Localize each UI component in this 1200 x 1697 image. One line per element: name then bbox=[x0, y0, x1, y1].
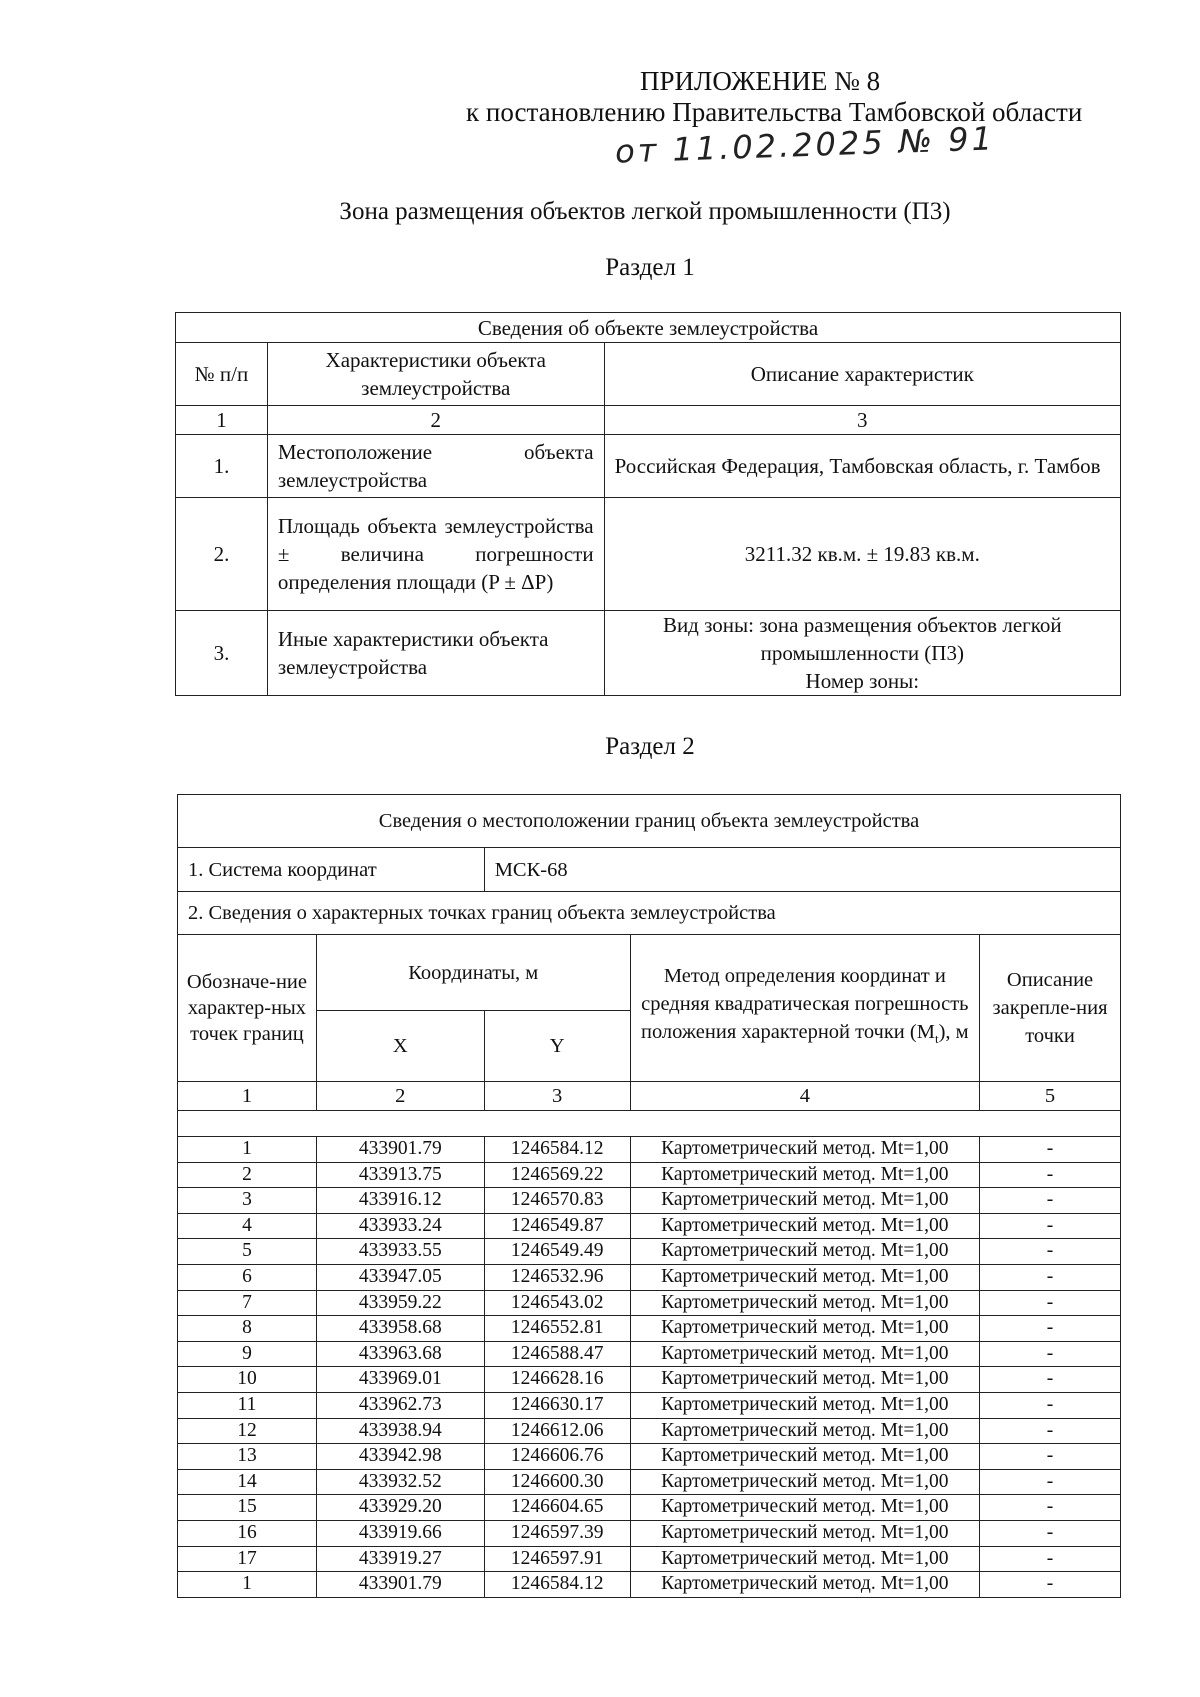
point-method: Картометрический метод. Mt=1,00 bbox=[630, 1316, 980, 1342]
col-header-description: Описание характеристик bbox=[604, 343, 1120, 406]
point-y: 1246549.87 bbox=[484, 1213, 630, 1239]
header-point: Обозначе-ние характер-ных точек границ bbox=[178, 935, 317, 1082]
col-number: 3 bbox=[484, 1082, 630, 1111]
point-x: 433929.20 bbox=[316, 1495, 484, 1521]
row-num: 1. bbox=[176, 435, 268, 498]
table-row bbox=[178, 1239, 1121, 1265]
land-object-info-table bbox=[175, 312, 1121, 696]
point-number: 15 bbox=[178, 1495, 317, 1521]
point-method: Картометрический метод. Mt=1,00 bbox=[630, 1213, 980, 1239]
point-y: 1246549.49 bbox=[484, 1239, 630, 1265]
point-fixation: - bbox=[980, 1188, 1121, 1214]
point-method: Картометрический метод. Mt=1,00 bbox=[630, 1444, 980, 1470]
point-y: 1246584.12 bbox=[484, 1137, 630, 1163]
point-fixation: - bbox=[980, 1469, 1121, 1495]
point-method: Картометрический метод. Mt=1,00 bbox=[630, 1392, 980, 1418]
point-fixation: - bbox=[980, 1290, 1121, 1316]
appendix-subtitle: к постановлению Правительства Тамбовской области bbox=[466, 97, 1083, 127]
point-number: 6 bbox=[178, 1264, 317, 1290]
point-y: 1246600.30 bbox=[484, 1469, 630, 1495]
point-y: 1246628.16 bbox=[484, 1367, 630, 1393]
table-row bbox=[176, 435, 1121, 498]
col-header-num: № п/п bbox=[176, 343, 268, 406]
table-title: Сведения о местоположении границ объекта землеустройства bbox=[178, 795, 1121, 848]
point-x: 433919.27 bbox=[316, 1546, 484, 1572]
point-method: Картометрический метод. Mt=1,00 bbox=[630, 1137, 980, 1163]
point-x: 433919.66 bbox=[316, 1520, 484, 1546]
table-row bbox=[178, 1495, 1121, 1521]
point-number: 14 bbox=[178, 1469, 317, 1495]
table-row bbox=[178, 1469, 1121, 1495]
point-x: 433932.52 bbox=[316, 1469, 484, 1495]
point-method: Картометрический метод. Mt=1,00 bbox=[630, 1495, 980, 1521]
point-fixation: - bbox=[980, 1495, 1121, 1521]
point-method: Картометрический метод. Mt=1,00 bbox=[630, 1546, 980, 1572]
coord-system-label: 1. Система координат bbox=[178, 848, 485, 892]
row-description: Российская Федерация, Тамбовская область, г. Тамбов bbox=[604, 435, 1120, 498]
point-method: Картометрический метод. Mt=1,00 bbox=[630, 1162, 980, 1188]
point-number: 9 bbox=[178, 1341, 317, 1367]
point-x: 433916.12 bbox=[316, 1188, 484, 1214]
point-fixation: - bbox=[980, 1392, 1121, 1418]
table-row bbox=[178, 1162, 1121, 1188]
point-fixation: - bbox=[980, 1367, 1121, 1393]
point-y: 1246570.83 bbox=[484, 1188, 630, 1214]
point-number: 8 bbox=[178, 1316, 317, 1342]
table-row bbox=[178, 1290, 1121, 1316]
point-x: 433913.75 bbox=[316, 1162, 484, 1188]
point-y: 1246569.22 bbox=[484, 1162, 630, 1188]
row-num: 3. bbox=[176, 611, 268, 696]
point-fixation: - bbox=[980, 1546, 1121, 1572]
header-x: X bbox=[316, 1011, 484, 1082]
header-coords: Координаты, м bbox=[316, 935, 630, 1011]
table-row bbox=[178, 1367, 1121, 1393]
point-number: 12 bbox=[178, 1418, 317, 1444]
col-number: 4 bbox=[630, 1082, 980, 1111]
table-row bbox=[178, 1341, 1121, 1367]
point-y: 1246597.39 bbox=[484, 1520, 630, 1546]
point-number: 7 bbox=[178, 1290, 317, 1316]
row-num: 2. bbox=[176, 498, 268, 611]
point-number: 4 bbox=[178, 1213, 317, 1239]
point-method: Картометрический метод. Mt=1,00 bbox=[630, 1290, 980, 1316]
col-header-characteristics: Характеристики объекта землеустройства bbox=[267, 343, 604, 406]
document-title: Зона размещения объектов легкой промышленности (П3) bbox=[339, 198, 951, 225]
table-row bbox=[178, 1546, 1121, 1572]
point-fixation: - bbox=[980, 1316, 1121, 1342]
point-number: 13 bbox=[178, 1444, 317, 1470]
point-fixation: - bbox=[980, 1264, 1121, 1290]
point-method: Картометрический метод. Mt=1,00 bbox=[630, 1341, 980, 1367]
zone-number: Номер зоны: bbox=[805, 669, 920, 693]
point-number: 3 bbox=[178, 1188, 317, 1214]
table-row bbox=[178, 1392, 1121, 1418]
point-x: 433963.68 bbox=[316, 1341, 484, 1367]
points-title: 2. Сведения о характерных точках границ объекта землеустройства bbox=[178, 892, 1121, 935]
table-row bbox=[176, 611, 1121, 696]
empty-row bbox=[178, 1111, 1121, 1137]
table-row bbox=[178, 1264, 1121, 1290]
point-fixation: - bbox=[980, 1572, 1121, 1598]
point-method: Картометрический метод. Mt=1,00 bbox=[630, 1418, 980, 1444]
col-number: 2 bbox=[316, 1082, 484, 1111]
point-fixation: - bbox=[980, 1239, 1121, 1265]
point-fixation: - bbox=[980, 1213, 1121, 1239]
col-number: 1 bbox=[176, 406, 268, 435]
section2-heading: Раздел 2 bbox=[605, 733, 695, 760]
point-y: 1246612.06 bbox=[484, 1418, 630, 1444]
point-number: 10 bbox=[178, 1367, 317, 1393]
table-row bbox=[178, 1572, 1121, 1598]
point-fixation: - bbox=[980, 1137, 1121, 1163]
header-y: Y bbox=[484, 1011, 630, 1082]
col-number: 2 bbox=[267, 406, 604, 435]
appendix-title: ПРИЛОЖЕНИЕ № 8 bbox=[640, 66, 881, 96]
point-x: 433933.55 bbox=[316, 1239, 484, 1265]
point-x: 433938.94 bbox=[316, 1418, 484, 1444]
point-number: 1 bbox=[178, 1137, 317, 1163]
point-method: Картометрический метод. Mt=1,00 bbox=[630, 1469, 980, 1495]
point-x: 433901.79 bbox=[316, 1137, 484, 1163]
handwritten-date-number: от 11.02.2025 № 91 bbox=[614, 119, 996, 171]
table-row bbox=[176, 498, 1121, 611]
point-number: 1 bbox=[178, 1572, 317, 1598]
point-method: Картометрический метод. Mt=1,00 bbox=[630, 1188, 980, 1214]
point-method: Картометрический метод. Mt=1,00 bbox=[630, 1367, 980, 1393]
point-y: 1246606.76 bbox=[484, 1444, 630, 1470]
point-x: 433969.01 bbox=[316, 1367, 484, 1393]
table-row bbox=[178, 1137, 1121, 1163]
header-fixation: Описание закрепле-ния точки bbox=[980, 935, 1121, 1082]
col-number: 5 bbox=[980, 1082, 1121, 1111]
coord-system-value: МСК-68 bbox=[484, 848, 1120, 892]
row-characteristic: Местоположение объекта землеустройства bbox=[267, 435, 604, 498]
row-description: 3211.32 кв.м. ± 19.83 кв.м. bbox=[604, 498, 1120, 611]
row-characteristic: Площадь объекта землеустройства ± величина погрешности определения площади (P ± ΔP) bbox=[267, 498, 604, 611]
table-row bbox=[178, 1213, 1121, 1239]
point-y: 1246597.91 bbox=[484, 1546, 630, 1572]
header-method: Метод определения координат и средняя квадратическая погрешность положения характерной точки $(M_t)$, м bbox=[630, 935, 980, 1082]
point-x: 433962.73 bbox=[316, 1392, 484, 1418]
point-y: 1246630.17 bbox=[484, 1392, 630, 1418]
col-number: 3 bbox=[604, 406, 1120, 435]
point-number: 17 bbox=[178, 1546, 317, 1572]
point-fixation: - bbox=[980, 1341, 1121, 1367]
point-y: 1246584.12 bbox=[484, 1572, 630, 1598]
point-number: 11 bbox=[178, 1392, 317, 1418]
zone-type: Вид зоны: зона размещения объектов легкой промышленности (П3) bbox=[662, 613, 1062, 665]
table-title: Сведения об объекте землеустройства bbox=[176, 313, 1121, 343]
row-characteristic: Иные характеристики объекта землеустройства bbox=[267, 611, 604, 696]
point-y: 1246552.81 bbox=[484, 1316, 630, 1342]
point-y: 1246532.96 bbox=[484, 1264, 630, 1290]
point-x: 433958.68 bbox=[316, 1316, 484, 1342]
col-number: 1 bbox=[178, 1082, 317, 1111]
point-x: 433947.05 bbox=[316, 1264, 484, 1290]
point-method: Картометрический метод. Mt=1,00 bbox=[630, 1264, 980, 1290]
point-y: 1246588.47 bbox=[484, 1341, 630, 1367]
boundary-points-table bbox=[177, 794, 1121, 1598]
table-row bbox=[178, 1520, 1121, 1546]
point-x: 433942.98 bbox=[316, 1444, 484, 1470]
point-x: 433959.22 bbox=[316, 1290, 484, 1316]
point-y: 1246604.65 bbox=[484, 1495, 630, 1521]
table-row bbox=[178, 1418, 1121, 1444]
point-fixation: - bbox=[980, 1418, 1121, 1444]
point-number: 16 bbox=[178, 1520, 317, 1546]
table-row bbox=[178, 1444, 1121, 1470]
point-fixation: - bbox=[980, 1162, 1121, 1188]
row-description bbox=[604, 611, 1120, 696]
point-x: 433933.24 bbox=[316, 1213, 484, 1239]
point-x: 433901.79 bbox=[316, 1572, 484, 1598]
point-method: Картометрический метод. Mt=1,00 bbox=[630, 1520, 980, 1546]
point-method: Картометрический метод. Mt=1,00 bbox=[630, 1239, 980, 1265]
point-number: 2 bbox=[178, 1162, 317, 1188]
point-number: 5 bbox=[178, 1239, 317, 1265]
point-fixation: - bbox=[980, 1520, 1121, 1546]
section1-heading: Раздел 1 bbox=[605, 254, 695, 281]
point-method: Картометрический метод. Mt=1,00 bbox=[630, 1572, 980, 1598]
table-row bbox=[178, 1316, 1121, 1342]
point-fixation: - bbox=[980, 1444, 1121, 1470]
table-row bbox=[178, 1188, 1121, 1214]
point-y: 1246543.02 bbox=[484, 1290, 630, 1316]
